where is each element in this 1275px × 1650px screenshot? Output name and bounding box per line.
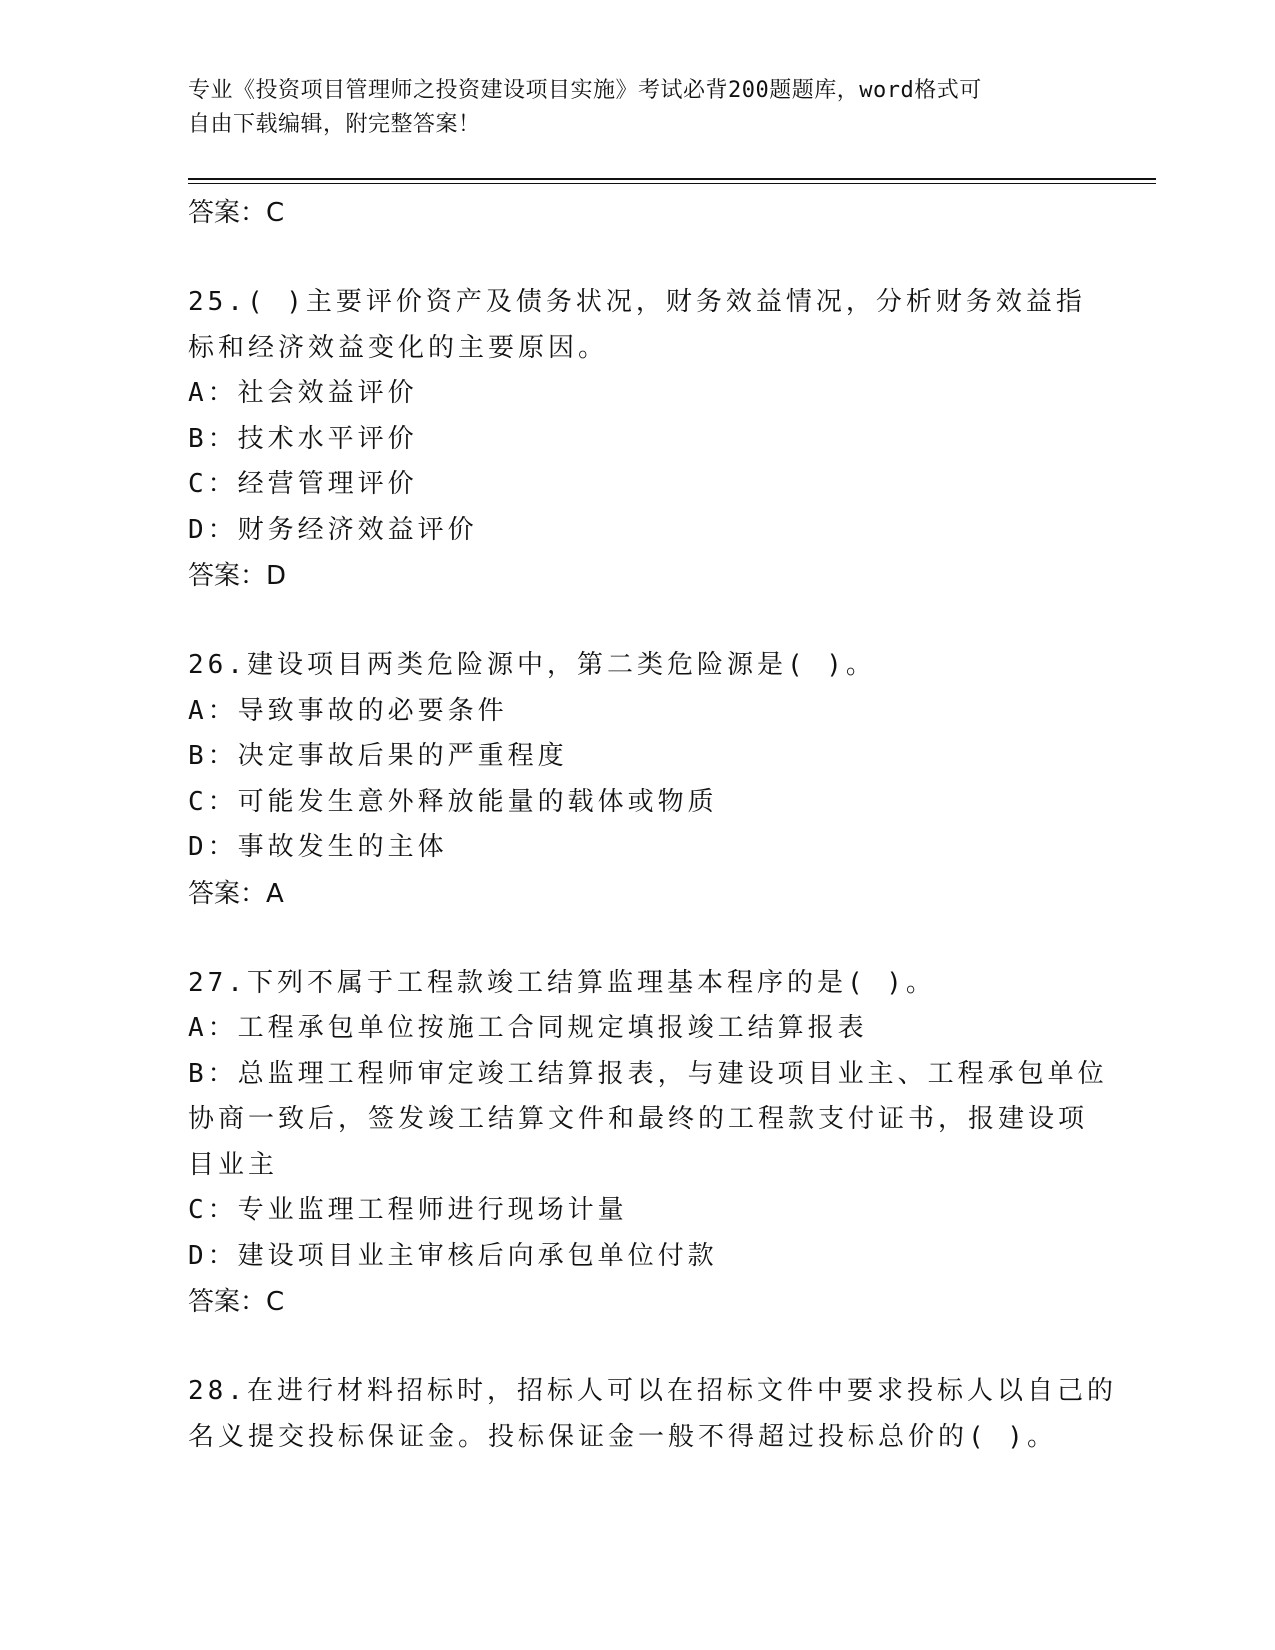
answer-line	[188, 871, 1088, 917]
answer-prefix: 答案：	[188, 1287, 267, 1317]
option-line: C：专业监理工程师进行现场计量	[188, 1195, 628, 1225]
option-line: D：财务经济效益评价	[188, 514, 478, 545]
answer-line	[188, 190, 1088, 236]
question-block	[188, 280, 1088, 599]
answer-prefix: 答案：	[188, 878, 267, 909]
answer-value: C	[266, 198, 285, 228]
option-line: A：工程承包单位按施工合同规定填报竣工结算报表	[188, 1013, 868, 1043]
header-rule-thick	[188, 178, 1156, 180]
option-line: B：总监理工程师审定竣工结算报表，与建设项目业主、工程承包单位	[188, 1058, 1108, 1089]
question-block	[188, 643, 1088, 917]
header-line-1: 专业《投资项目管理师之投资建设项目实施》考试必背200题题库，word格式可	[188, 78, 982, 103]
option-line: A：导致事故的必要条件	[188, 695, 508, 726]
question-block	[188, 961, 1108, 1326]
question-stem-line: 27.下列不属于工程款竣工结算监理基本程序的是( )。	[188, 967, 936, 998]
option-line: B：决定事故后果的严重程度	[188, 741, 568, 771]
option-line: D：建设项目业主审核后向承包单位付款	[188, 1240, 718, 1271]
question-spacer	[188, 917, 1088, 961]
header-rule-thin	[188, 183, 1156, 184]
option-line: B：技术水平评价	[188, 423, 418, 454]
question-spacer	[188, 236, 1088, 280]
header-line-2: 自由下载编辑，附完整答案！	[188, 112, 481, 137]
question-stem-line: 28.在进行材料招标时，招标人可以在招标文件中要求投标人以自己的	[188, 1376, 1117, 1406]
answer-line	[188, 553, 1088, 599]
option-line: D：事故发生的主体	[188, 832, 448, 862]
answer-prefix: 答案：	[188, 561, 267, 591]
question-stem-line: 25.( )主要评价资产及债务状况，财务效益情况，分析财务效益指	[188, 287, 1086, 317]
question-stem-line: 标和经济效益变化的主要原因。	[188, 332, 609, 363]
answer-value: D	[266, 561, 287, 591]
page-header	[188, 74, 1068, 142]
option-line: 目业主	[188, 1149, 279, 1180]
question-block	[188, 1369, 1117, 1460]
answer-prefix: 答案：	[188, 198, 267, 228]
question-list	[188, 190, 1117, 1460]
option-line: C：可能发生意外释放能量的载体或物质	[188, 786, 718, 817]
answer-value: A	[266, 878, 284, 909]
question-spacer	[188, 599, 1088, 643]
option-line: 协商一致后，签发竣工结算文件和最终的工程款支付证书，报建设项	[188, 1104, 1089, 1134]
option-line: A：社会效益评价	[188, 378, 418, 408]
question-stem-line: 名义提交投标保证金。投标保证金一般不得超过投标总价的( )。	[188, 1421, 1057, 1452]
question-spacer	[188, 1325, 1088, 1369]
option-line: C：经营管理评价	[188, 469, 418, 499]
answer-line	[188, 1279, 1088, 1325]
question-stem-line: 26.建设项目两类危险源中，第二类危险源是( )。	[188, 650, 876, 680]
answer-value: C	[266, 1287, 285, 1317]
